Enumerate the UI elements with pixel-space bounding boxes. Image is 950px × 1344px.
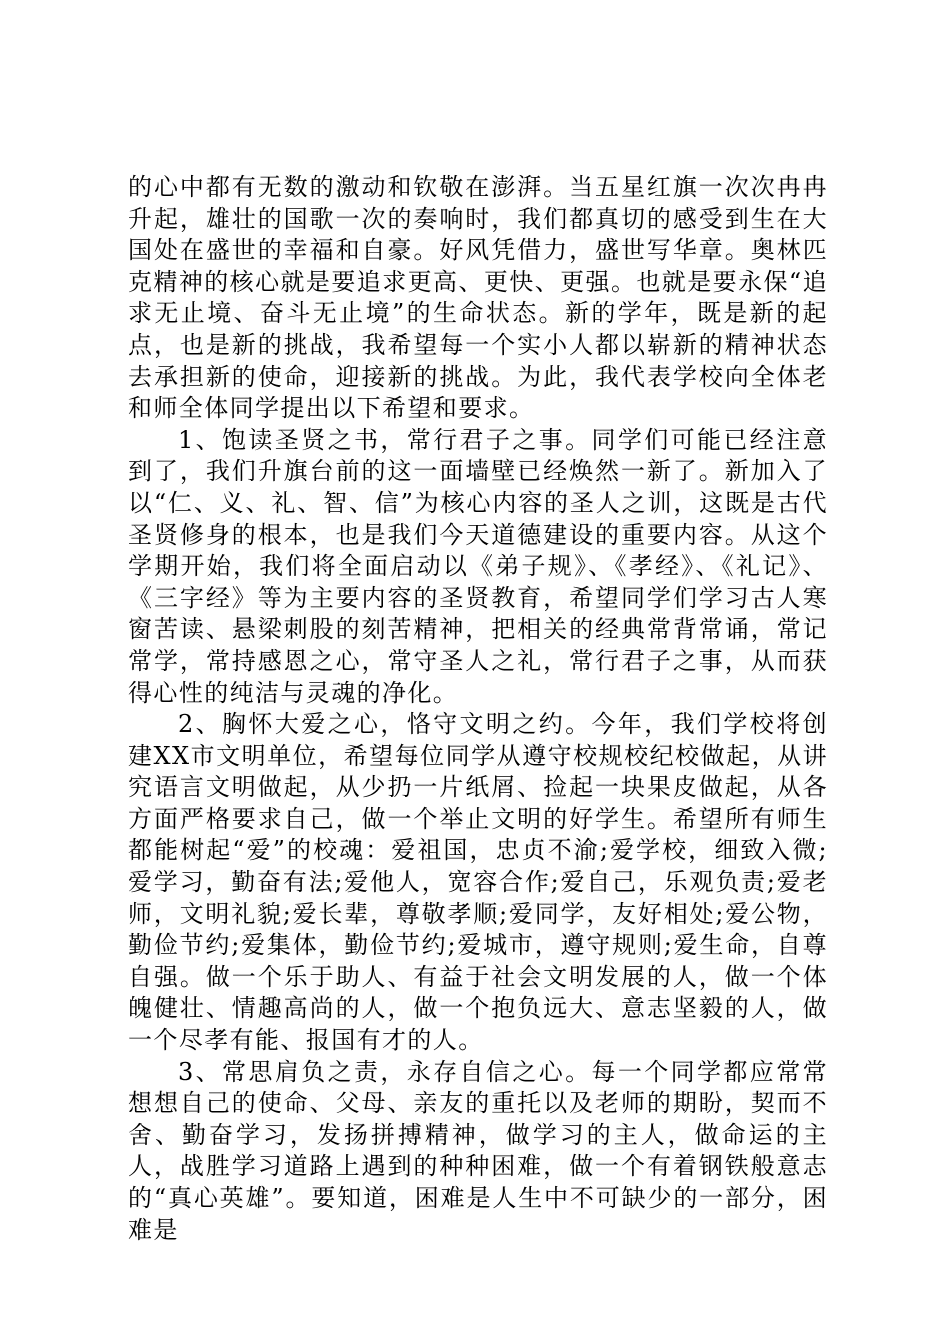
paragraph-item-1: 1、饱读圣贤之书，常行君子之事。同学们可能已经注意到了，我们升旗台前的这一面墙壁已经焕然一新了。新加入了以“仁、义、礼、智、信”为核心内容的圣人之训，这既是古代圣贤修身的根本，也是我们今天道德建设的重要内容。从这个学期开始，我们将全面启动以《弟子规》、《孝经》、《礼记》、《三字经》等为主要内容的圣贤教育，希望同学们学习古人寒窗苦读、悬梁刺股的刻苦精神，把相关的经典常背常诵，常记常学，常持感恩之心，常守圣人之礼，常行君子之事，从而获得心性的纯洁与灵魂的净化。	[128, 425, 828, 707]
paragraph-item-3: 3、常思肩负之责，永存自信之心。每一个同学都应常常想想自己的使命、父母、亲友的重托以及老师的期盼，契而不舍、勤奋学习，发扬拼搏精神，做学习的主人，做命运的主人，战胜学习道路上遇到的种种困难，做一个有着钢铁般意志的“真心英雄”。要知道，困难是人生中不可缺少的一部分，困难是	[128, 1057, 828, 1244]
paragraph-continued: 的心中都有无数的激动和钦敬在澎湃。当五星红旗一次次冉冉升起，雄壮的国歌一次的奏响时，我们都真切的感受到生在大国处在盛世的幸福和自豪。好风凭借力，盛世写华章。奥林匹克精神的核心就是要追求更高、更快、更强。也就是要永保“追求无止境、奋斗无止境”的生命状态。新的学年，既是新的起点，也是新的挑战，我希望每一个实小人都以崭新的精神状态去承担新的使命，迎接新的挑战。为此，我代表学校向全体老和师全体同学提出以下希望和要求。	[128, 173, 828, 423]
document-body	[128, 172, 828, 1246]
paragraph-item-2: 2、胸怀大爱之心，恪守文明之约。今年，我们学校将创建XX市文明单位，希望每位同学从遵守校规校纪校做起，从讲究语言文明做起，从少扔一片纸屑、捡起一块果皮做起，从各方面严格要求自己，做一个举止文明的好学生。希望所有师生都能树起“爱”的校魂：爱祖国，忠贞不渝;爱学校，细致入微;爱学习，勤奋有法;爱他人，宽容合作;爱自己，乐观负责;爱老师，文明礼貌;爱长辈，尊敬孝顺;爱同学，友好相处;爱公物，勤俭节约;爱集体，勤俭节约;爱城市，遵守规则;爱生命，自尊自强。做一个乐于助人、有益于社会文明发展的人，做一个体魄健壮、情趣高尚的人，做一个抱负远大、意志坚毅的人，做一个尽孝有能、报国有才的人。	[128, 710, 828, 1055]
